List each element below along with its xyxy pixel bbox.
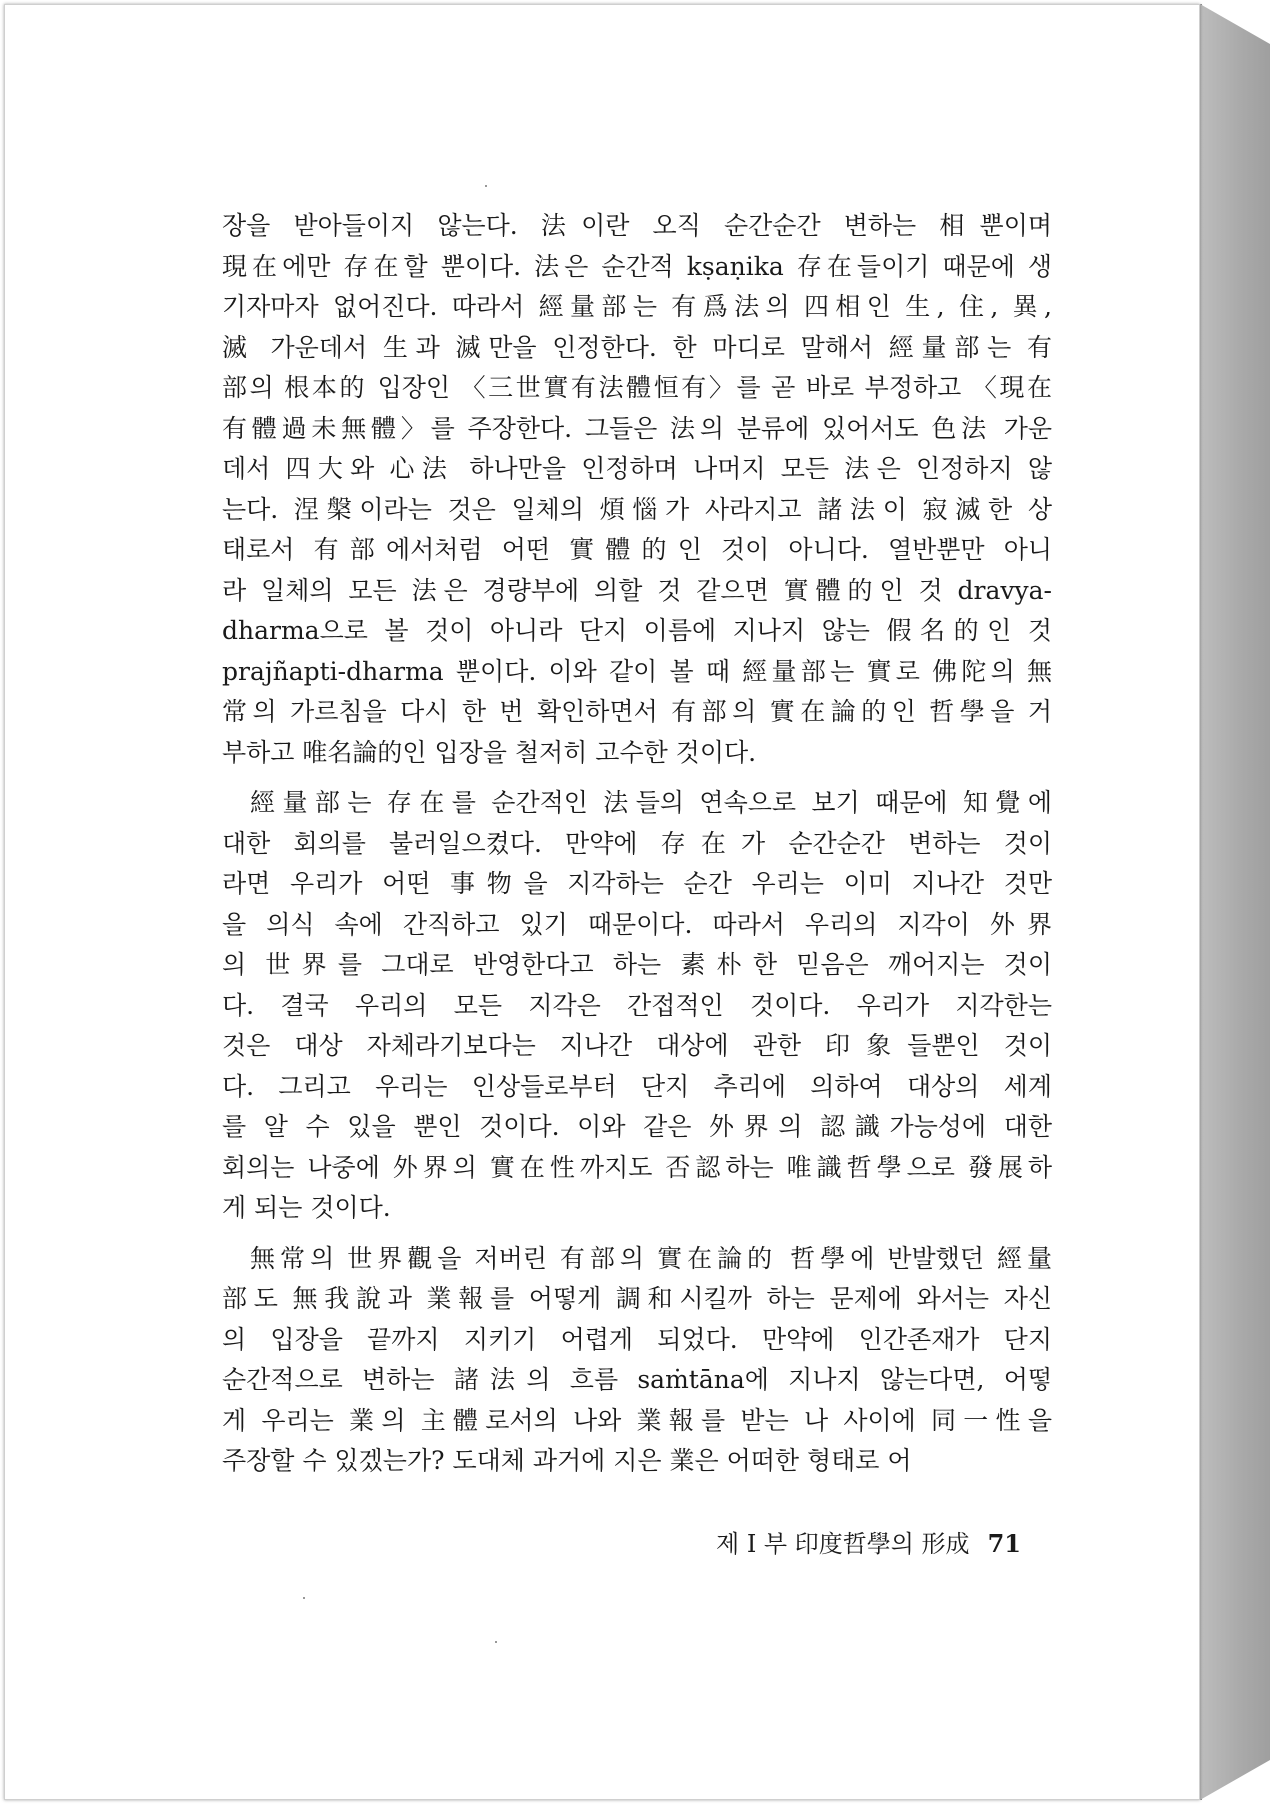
paragraph	[222, 783, 1052, 1229]
running-footer	[716, 1524, 1021, 1559]
text-line: 것은 대상 자체라기보다는 지나간 대상에 관한 印象들뿐인 것이	[222, 1031, 1052, 1060]
text-line: 을 의식 속에 간직하고 있기 때문이다. 따라서 우리의 지각이 外界	[222, 909, 1052, 939]
text-line: 의 입장을 끝까지 지키기 어렵게 되었다. 만약에 인간존재가 단지	[222, 1324, 1052, 1354]
text-line: 라면 우리가 어떤 事物을 지각하는 순간 우리는 이미 지나간 것만	[222, 869, 1052, 898]
text-line: 經量部는 存在를 순간적인 法들의 연속으로 보기 때문에 知覺에	[250, 788, 1052, 817]
text-line: 를 알 수 있을 뿐인 것이다. 이와 같은 外界의 認識가능성에 대한	[222, 1112, 1052, 1141]
text-line: 無常의 世界觀을 저버린 有部의 實在論的 哲學에 반발했던 經量	[250, 1243, 1052, 1273]
text-line: 주장할 수 있겠는가? 도대체 과거에 지은 業은 어떠한 형태로 어	[222, 1446, 912, 1475]
text-line: 有體過未無體〉를 주장한다. 그들은 法의 분류에 있어서도 色法 가운	[222, 413, 1052, 443]
text-line: 는다. 涅槃이라는 것은 일체의 煩惱가 사라지고 諸法이 寂滅한 상	[222, 494, 1052, 524]
text-line: 순간적으로 변하는 諸法의 흐름 saṁtāna에 지나지 않는다면, 어떻	[222, 1365, 1052, 1394]
text-line: dharma으로 볼 것이 아니라 단지 이름에 지나지 않는 假名的인 것	[222, 616, 1052, 645]
text-line: 기자마자 없어진다. 따라서 經量部는 有爲法의 四相인 生, 住, 異,	[222, 292, 1052, 321]
text-line: prajñapti-dharma 뿐이다. 이와 같이 볼 때 經量部는 實로 佛陀의 無	[222, 656, 1052, 686]
scan-speck	[495, 1641, 497, 1643]
text-line: 라 일체의 모든 法은 경량부에 의할 것 같으면 實體的인 것 dravya-	[222, 575, 1052, 605]
body-text	[222, 206, 1052, 1482]
text-line: 部도 無我說과 業報를 어떻게 調和시킬까 하는 문제에 와서는 자신	[222, 1284, 1052, 1313]
paragraph	[222, 1239, 1052, 1482]
text-line: 장을 받아들이지 않는다. 法이란 오직 순간순간 변하는 相뿐이며	[222, 211, 1052, 240]
text-line: 常의 가르침을 다시 한 번 확인하면서 有部의 實在論的인 哲學을 거	[222, 697, 1052, 726]
paragraph	[222, 206, 1052, 773]
page-number: 71	[987, 1529, 1021, 1558]
scan-speck	[303, 1597, 305, 1599]
text-line: 회의는 나중에 外界의 實在性까지도 否認하는 唯識哲學으로 發展하	[222, 1152, 1052, 1182]
text-line: 部의 根本的 입장인 〈三世實有法體恒有〉를 곧 바로 부정하고 〈現在	[222, 373, 1052, 402]
footer-section-title: 제 I 부 印度哲學의 形成	[716, 1530, 970, 1558]
scan-speck	[485, 185, 487, 187]
text-line: 게 되는 것이다.	[222, 1193, 391, 1222]
text-line: 데서 四大와 心法 하나만을 인정하며 나머지 모든 法은 인정하지 않	[222, 454, 1052, 483]
text-line: 부하고 唯名論的인 입장을 철저히 고수한 것이다.	[222, 737, 757, 767]
paragraph-gap	[222, 773, 1052, 783]
text-line: 대한 회의를 불러일으켰다. 만약에 存在가 순간순간 변하는 것이	[222, 828, 1052, 858]
text-line: 게 우리는 業의 主體로서의 나와 業報를 받는 나 사이에 同一性을	[222, 1405, 1052, 1435]
text-line: 태로서 有部에서처럼 어떤 實體的인 것이 아니다. 열반뿐만 아니	[222, 535, 1052, 564]
text-line: 다. 그리고 우리는 인상들로부터 단지 추리에 의하여 대상의 세계	[222, 1071, 1052, 1101]
text-line: 滅 가운데서 生과 滅만을 인정한다. 한 마디로 말해서 經量部는 有	[222, 332, 1052, 362]
page-stack-edge	[1200, 4, 1270, 1800]
text-line: 現在에만 存在할 뿐이다. 法은 순간적 kṣaṇika 存在들이기 때문에 생	[222, 251, 1052, 281]
text-line: 의 世界를 그대로 반영한다고 하는 素朴한 믿음은 깨어지는 것이	[222, 950, 1052, 979]
paragraph-gap	[222, 1229, 1052, 1239]
text-line: 다. 결국 우리의 모든 지각은 간접적인 것이다. 우리가 지각한는	[222, 990, 1052, 1020]
